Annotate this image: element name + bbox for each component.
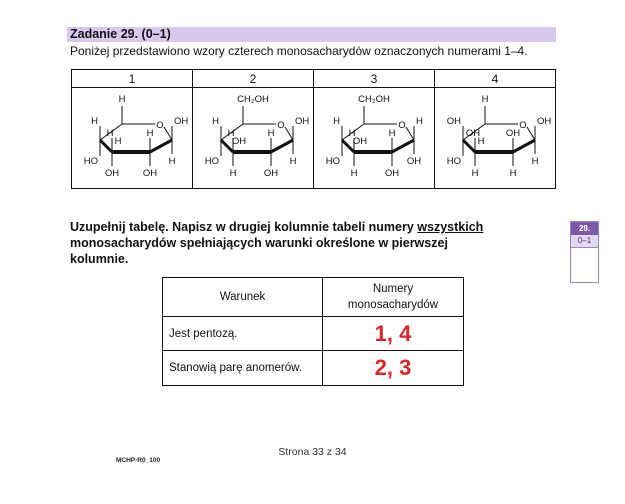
c1-lower-label: H [168,156,176,167]
instruction-part1: Uzupełnij tabelę. Napisz w drugiej kolumnie tabeli numery [70,220,418,234]
answer-table [162,277,464,386]
header-numbers [323,281,463,313]
structure-number-3: 3 [314,70,434,88]
c1-upper-label: H [416,116,423,127]
ring-bond [527,127,535,140]
ring-bond [406,127,414,140]
c4-ring-label: OH [231,136,247,147]
c3-lower-label: OH [104,168,120,179]
score-box [570,221,599,283]
c5-substituent-label: H [118,94,126,105]
c2-upper-label: H [267,128,275,139]
c2-lower-label: OH [142,168,158,179]
task-title: Zadanie 29. (0–1) [70,27,171,41]
ring-oxygen-label: O [277,120,285,131]
haworth-projection [435,88,555,188]
ring-bond-bold [100,140,112,152]
c5-substituent-label: H [481,94,489,105]
c4-lower-label: HO [446,156,461,167]
page-number: Strona 33 z 34 [278,446,347,458]
c2-lower-label: H [509,168,517,179]
c2-upper-label: OH [505,128,521,139]
c3-upper-label: H [106,128,114,139]
ring-bond-bold [150,140,172,152]
header-numbers-line2: monosacharydów [347,299,439,311]
c4-ring-label: OH [352,136,368,147]
haworth-projection [72,88,192,188]
ring-bond-bold [513,140,535,152]
score-range: 0–1 [571,235,598,248]
ring-bond [164,127,172,140]
c2-lower-label: OH [384,168,400,179]
structure-number-2: 2 [193,70,313,88]
c3-lower-label: H [350,168,358,179]
ring-bond-bold [392,140,414,152]
c4-upper-label: H [212,116,219,127]
c2-upper-label: H [388,128,396,139]
structure-number-1: 1 [72,70,192,88]
c1-lower-label: H [531,156,539,167]
score-task-number: 29. [571,222,598,235]
task-instruction [70,219,500,267]
instruction-part2: monosacharydów spełniających warunki określone w pierwszej kolumnie. [70,236,448,266]
document-code: MCHP-R0_100 [116,457,161,464]
c3-lower-label: H [229,168,237,179]
row-condition: Jest pentozą. [169,328,238,340]
c4-upper-label: OH [446,116,461,127]
row-answer[interactable]: 1, 4 [374,321,412,346]
c4-upper-label: H [91,116,98,127]
c3-lower-label: H [471,168,479,179]
c1-upper-label: OH [295,116,310,127]
structures-table [71,69,556,189]
task-intro: Poniżej przedstawiono wzory czterech monosacharydów oznaczonych numerami 1–4. [70,44,528,58]
c3-upper-label: OH [465,128,481,139]
c4-ring-label: H [477,136,485,147]
instruction-emphasis: wszystkich [417,220,484,234]
ring-bond-bold [271,140,293,152]
structure-formula-2 [193,88,313,188]
c1-upper-label: OH [174,116,189,127]
ring-oxygen-label: O [156,120,164,131]
c4-lower-label: HO [204,156,219,167]
c5-substituent-label: CH₂OH [358,94,390,105]
c2-upper-label: H [146,128,154,139]
ring-bond-bold [463,140,475,152]
structure-formula-4 [435,88,555,188]
table-divider [163,316,463,317]
row-answer[interactable]: 2, 3 [374,355,412,380]
c2-lower-label: OH [263,168,279,179]
c4-ring-label: H [114,136,122,147]
ring-oxygen-label: O [398,120,406,131]
c4-upper-label: H [333,116,340,127]
c3-upper-label: H [227,128,235,139]
ring-oxygen-label: O [519,120,527,131]
c4-lower-label: HO [83,156,98,167]
structure-formula-1 [72,88,192,188]
structure-formula-3 [314,88,434,188]
table-divider [163,350,463,351]
c1-lower-label: H [289,156,297,167]
c1-lower-label: OH [406,156,422,167]
c4-lower-label: HO [325,156,340,167]
c3-upper-label: H [348,128,356,139]
header-condition: Warunek [219,291,266,303]
c5-substituent-label: CH₂OH [237,94,269,105]
row-condition: Stanowią parę anomerów. [169,362,302,374]
structure-number-4: 4 [435,70,555,88]
ring-bond [285,127,293,140]
c1-upper-label: OH [537,116,552,127]
haworth-projection [193,88,313,188]
haworth-projection [314,88,434,188]
header-numbers-line1: Numery [372,283,414,295]
